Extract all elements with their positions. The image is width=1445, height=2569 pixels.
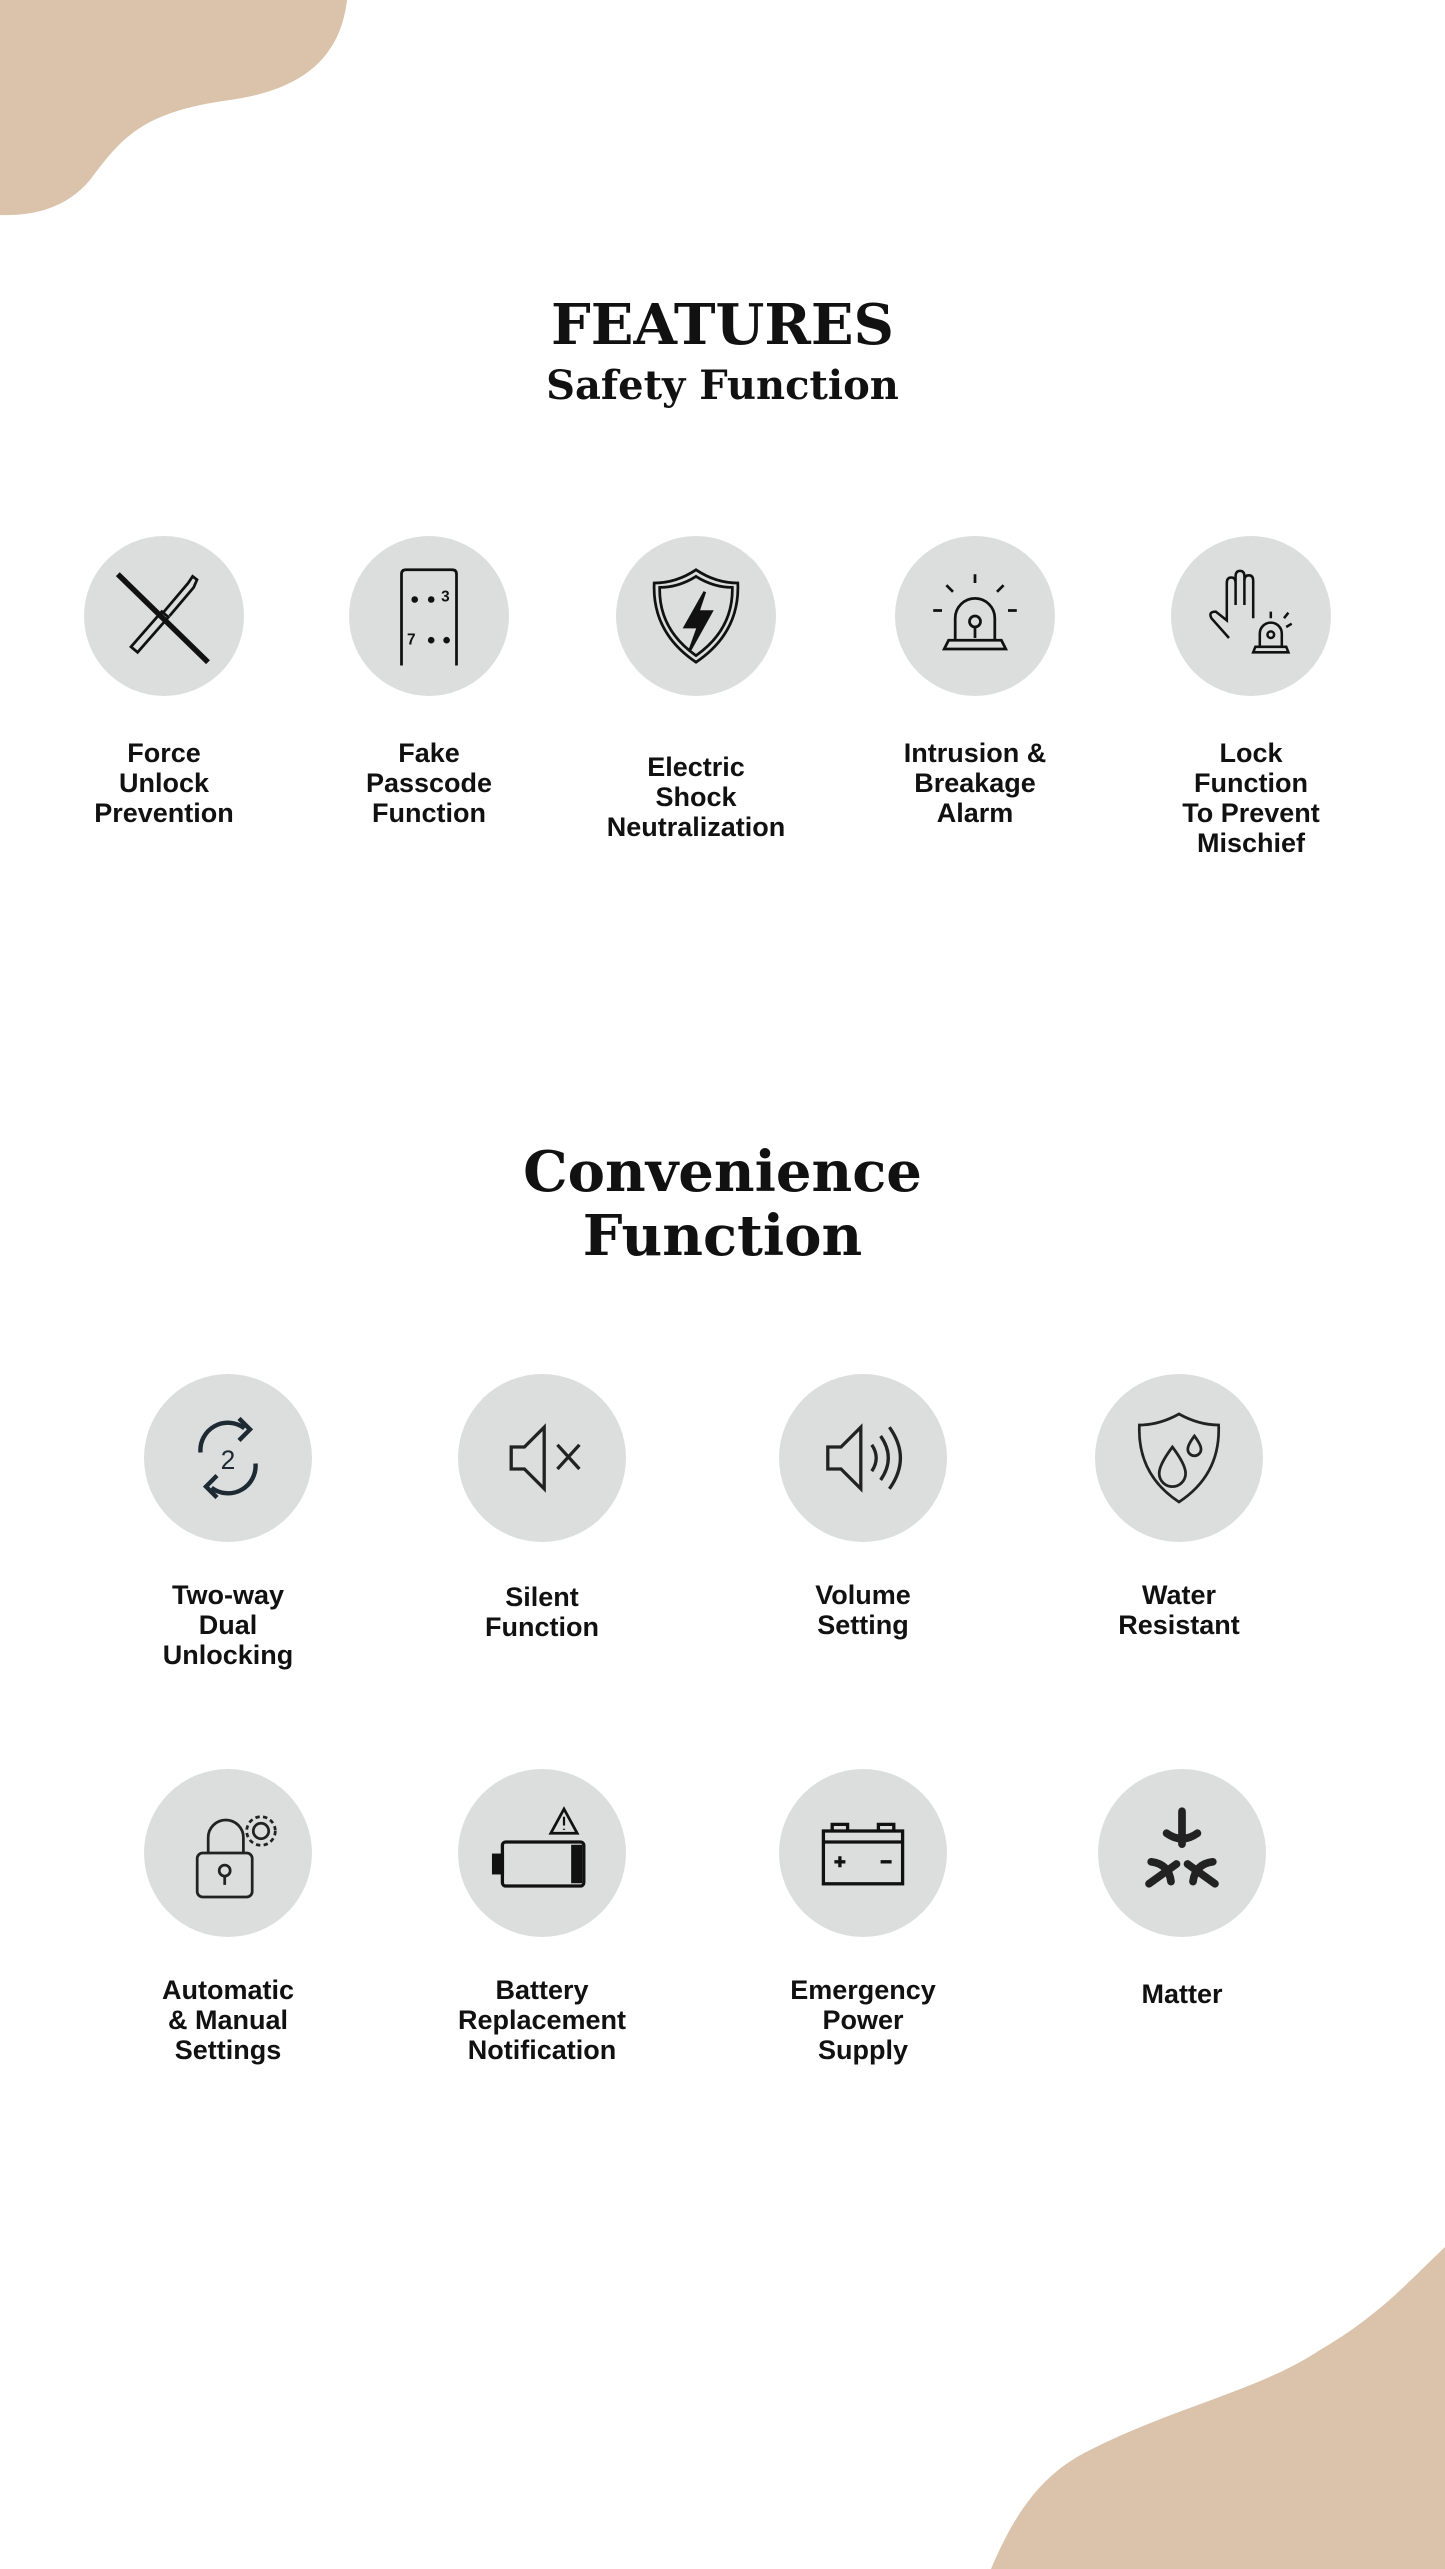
page-title: FEATURES xyxy=(551,292,894,358)
keypad-key: 7 xyxy=(407,631,416,649)
feature-auto-manual-settings xyxy=(98,1769,358,2065)
feature-label: Emergency Power Supply xyxy=(790,1975,936,2065)
keypad-icon xyxy=(349,536,509,696)
feature-electric-shock xyxy=(566,536,826,842)
feature-label: Fake Passcode Function xyxy=(365,738,493,828)
feature-emergency-power xyxy=(733,1769,993,2065)
feature-label: Matter xyxy=(1141,1979,1223,2009)
two-way-arrows-icon xyxy=(144,1374,312,1542)
shield-water-icon xyxy=(1095,1374,1263,1542)
feature-label: Lock Function To Prevent Mischief xyxy=(1182,738,1320,858)
feature-label: Automatic & Manual Settings xyxy=(161,1975,294,2065)
feature-label: Battery Replacement Notification xyxy=(457,1975,627,2065)
feature-label: Two-way Dual Unlocking xyxy=(162,1580,294,1670)
badge-number: 2 xyxy=(220,1445,236,1475)
decorative-blob-bottom-right xyxy=(980,2240,1445,2569)
feature-label: Force Unlock Prevention xyxy=(94,738,234,828)
keypad-key: 3 xyxy=(441,588,450,606)
feature-battery-notification xyxy=(412,1769,672,2065)
feature-mischief-lock xyxy=(1121,536,1381,858)
shield-lightning-icon xyxy=(616,536,776,696)
speaker-volume-icon xyxy=(779,1374,947,1542)
feature-silent xyxy=(412,1374,672,1642)
feature-label: Silent Function xyxy=(485,1582,599,1642)
feature-label: Water Resistant xyxy=(1118,1580,1240,1640)
battery-warning-icon xyxy=(458,1769,626,1937)
decorative-blob-top-left xyxy=(0,0,360,220)
feature-label: Volume Setting xyxy=(815,1580,911,1640)
speaker-mute-icon xyxy=(458,1374,626,1542)
feature-force-unlock-prevention xyxy=(34,536,294,828)
feature-label: Intrusion & Breakage Alarm xyxy=(903,738,1047,828)
feature-fake-passcode xyxy=(299,536,559,828)
car-battery-icon xyxy=(779,1769,947,1937)
feature-label: Electric Shock Neutralization xyxy=(606,752,786,842)
section-title-convenience: Convenience Function xyxy=(523,1139,922,1269)
hand-siren-icon xyxy=(1171,536,1331,696)
matter-logo-icon xyxy=(1098,1769,1266,1937)
feature-two-way-unlocking xyxy=(98,1374,358,1670)
screwdriver-crossed-icon xyxy=(84,536,244,696)
siren-icon xyxy=(895,536,1055,696)
feature-volume xyxy=(733,1374,993,1640)
feature-water-resistant xyxy=(1049,1374,1309,1640)
feature-intrusion-alarm xyxy=(845,536,1105,828)
lock-gear-icon xyxy=(144,1769,312,1937)
section-title-safety: Safety Function xyxy=(546,362,899,409)
feature-matter xyxy=(1052,1769,1312,2009)
